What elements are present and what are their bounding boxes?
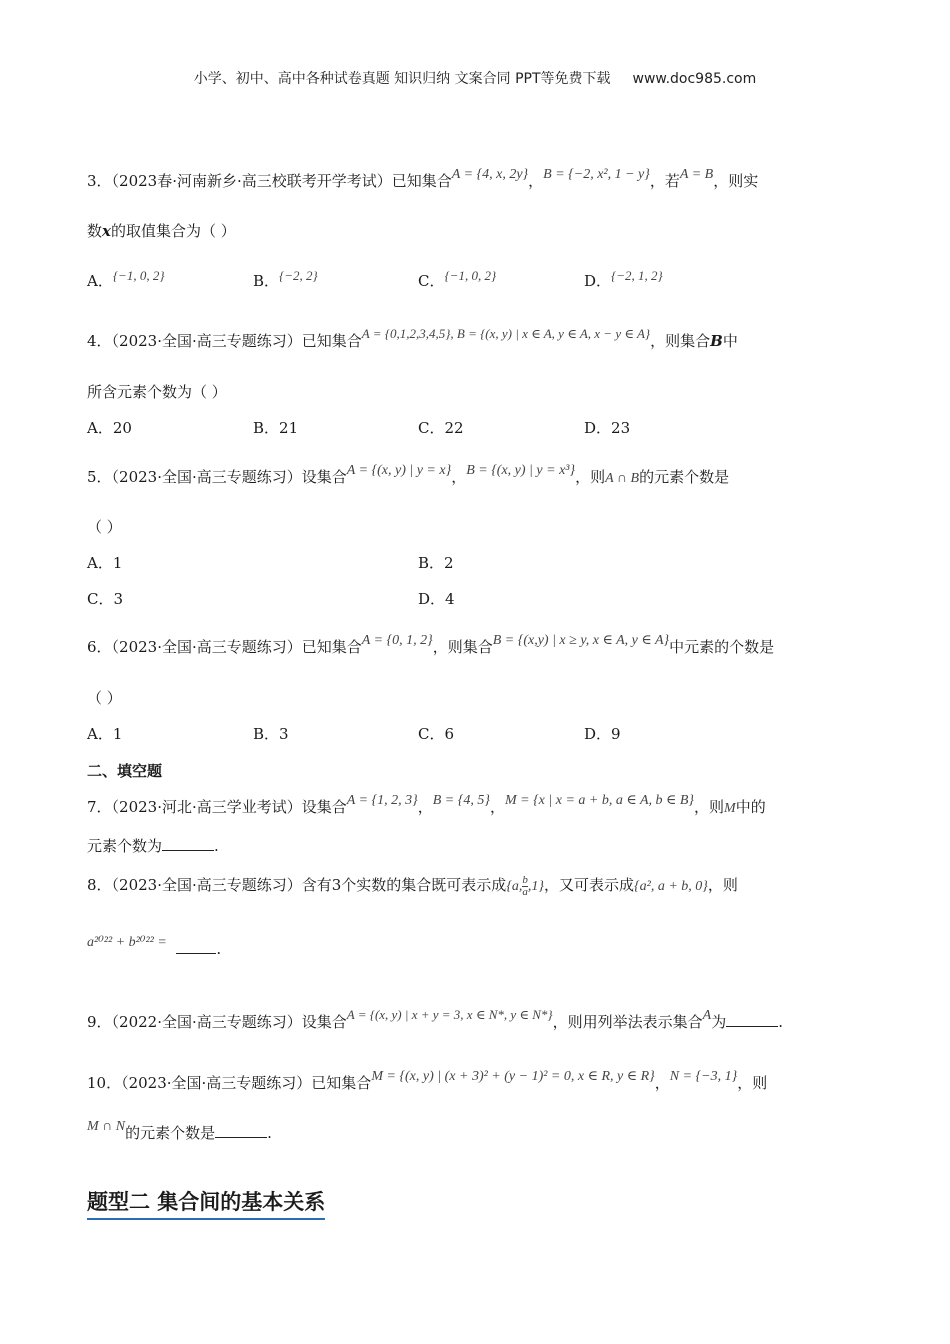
question-5-line-1: 5．（2023·全国·高三专题练习）设集合A = {(x, y) | y = x}，B = {(x, y) | y = x³}，则A ∩ B的元素个数是	[87, 463, 730, 486]
q10-set-n: N = {−3, 1}	[669, 1069, 738, 1084]
question-7-line-1: 7．（2023·河北·高三学业考试）设集合A = {1, 2, 3}，B = {4, 5}，M = {x | x = a + b, a ∈ A, b ∈ B}，则M中的	[87, 793, 766, 816]
q10-intersection: M ∩ N	[87, 1119, 126, 1134]
q9-var-a: A	[702, 1008, 712, 1023]
q4-option-a[interactable]: A．20	[87, 419, 132, 437]
q8-answer-blank[interactable]	[176, 939, 216, 954]
question-6-line-1: 6．（2023·全国·高三专题练习）已知集合A = {0, 1, 2}，则集合B = {(x,y) | x ≥ y, x ∈ A, y ∈ A}中元素的个数是	[87, 633, 775, 656]
question-10-line-1: 10．（2023·全国·高三专题练习）已知集合M = {(x, y) | (x + 3)² + (y − 1)² = 0, x ∈ R, y ∈ R}，N = {−3, 1}，则	[87, 1069, 768, 1092]
q4-option-c[interactable]: C．22	[418, 419, 464, 437]
q5-set-b: B = {(x, y) | y = x³}	[466, 463, 576, 478]
q5-option-c[interactable]: C．3	[87, 590, 124, 608]
q4-option-b[interactable]: B．21	[253, 419, 299, 437]
question-3-line-2: 数x的取值集合为（ ）	[87, 222, 236, 240]
question-4-line-1: 4．（2023·全国·高三专题练习）已知集合A = {0,1,2,3,4,5}, B = {(x, y) | x ∈ A, y ∈ A, x − y ∈ A}，则集合B中	[87, 326, 738, 350]
question-5-line-2: （ ）	[87, 518, 122, 536]
q7-answer-blank[interactable]	[162, 836, 214, 851]
question-9-line-1: 9．（2022·全国·高三专题练习）设集合A = {(x, y) | x + y = 3, x ∈ N*, y ∈ N*}，则用列举法表示集合A为 .	[87, 1007, 784, 1031]
q8-expression: a²⁰²² + b²⁰²² =	[87, 935, 167, 950]
q9-answer-blank[interactable]	[726, 1012, 778, 1027]
q3-set-a: A = {4, x, 2y}	[451, 167, 529, 182]
header-text: 小学、初中、高中各种试卷真题 知识归纳 文案合同 PPT等免费下载	[193, 71, 611, 87]
q6-set-b: B = {(x,y) | x ≥ y, x ∈ A, y ∈ A}	[492, 633, 670, 648]
q6-option-a[interactable]: A．1	[87, 725, 123, 743]
q8-set-2: {a², a + b, 0}	[634, 879, 708, 894]
q5-option-a[interactable]: A．1	[87, 554, 123, 572]
q10-set-m: M = {(x, y) | (x + 3)² + (y − 1)² = 0, x ∈ R, y ∈ R}	[371, 1069, 655, 1084]
question-7-line-2: 元素个数为 .	[87, 837, 219, 855]
q4-sets: A = {0,1,2,3,4,5}, B = {(x, y) | x ∈ A, y ∈ A, x − y ∈ A}	[361, 326, 651, 341]
q8-set-1: {a, $\frac{b}{a}$ ,1}	[506, 874, 545, 899]
q5-option-d[interactable]: D．4	[418, 590, 455, 608]
q7-set-a: A = {1, 2, 3}	[346, 793, 418, 808]
question-4-line-2: 所含元素个数为（ ）	[87, 383, 227, 401]
question-8-line-1: 8．（2023·全国·高三专题练习）含有3个实数的集合既可表示成{a, $\frac{b}{a}$ ,1}，又可表示成{a², a + b, 0}，则	[87, 874, 738, 899]
header-site: www.doc985.com	[632, 71, 757, 87]
q6-option-d[interactable]: D．9	[584, 725, 621, 743]
q6-option-c[interactable]: C．6	[418, 725, 455, 743]
q6-option-b[interactable]: B．3	[253, 725, 289, 743]
q3-option-c[interactable]: C．{−1, 0, 2}	[418, 268, 497, 290]
q5-set-a: A = {(x, y) | y = x}	[346, 463, 452, 478]
q7-set-m: M = {x | x = a + b, a ∈ A, b ∈ B}	[504, 793, 695, 808]
question-8-line-2: a²⁰²² + b²⁰²² = .	[87, 935, 222, 958]
type-two-heading: 题型二 集合间的基本关系	[87, 1186, 325, 1220]
q9-set-a: A = {(x, y) | x + y = 3, x ∈ N*, y ∈ N*}	[346, 1007, 553, 1022]
q8-fraction: $\frac{b}{a}$	[522, 874, 528, 899]
q4-option-d[interactable]: D．23	[584, 419, 631, 437]
q3-set-b: B = {−2, x², 1 − y}	[543, 167, 650, 182]
q7-var-m: M	[724, 801, 736, 816]
question-6-line-2: （ ）	[87, 689, 122, 707]
page-header	[0, 68, 950, 88]
q7-set-b: B = {4, 5}	[432, 793, 490, 808]
q10-answer-blank[interactable]	[215, 1123, 267, 1138]
q5-option-b[interactable]: B．2	[418, 554, 454, 572]
q3-condition: A = B	[679, 167, 714, 182]
question-10-line-2: M ∩ N的元素个数是 .	[87, 1119, 272, 1142]
q5-intersection: A ∩ B	[605, 471, 640, 486]
section-fill-in-heading: 二、填空题	[87, 762, 163, 780]
q3-option-a[interactable]: A．{−1, 0, 2}	[87, 268, 165, 290]
q3-option-d[interactable]: D．{−2, 1, 2}	[584, 268, 663, 290]
q3-option-b[interactable]: B．{−2, 2}	[253, 268, 318, 290]
question-3-line-1: 3．（2023春·河南新乡·高三校联考开学考试）已知集合A = {4, x, 2y}，B = {−2, x², 1 − y}，若A = B，则实	[87, 167, 759, 190]
q6-set-a: A = {0, 1, 2}	[361, 633, 433, 648]
